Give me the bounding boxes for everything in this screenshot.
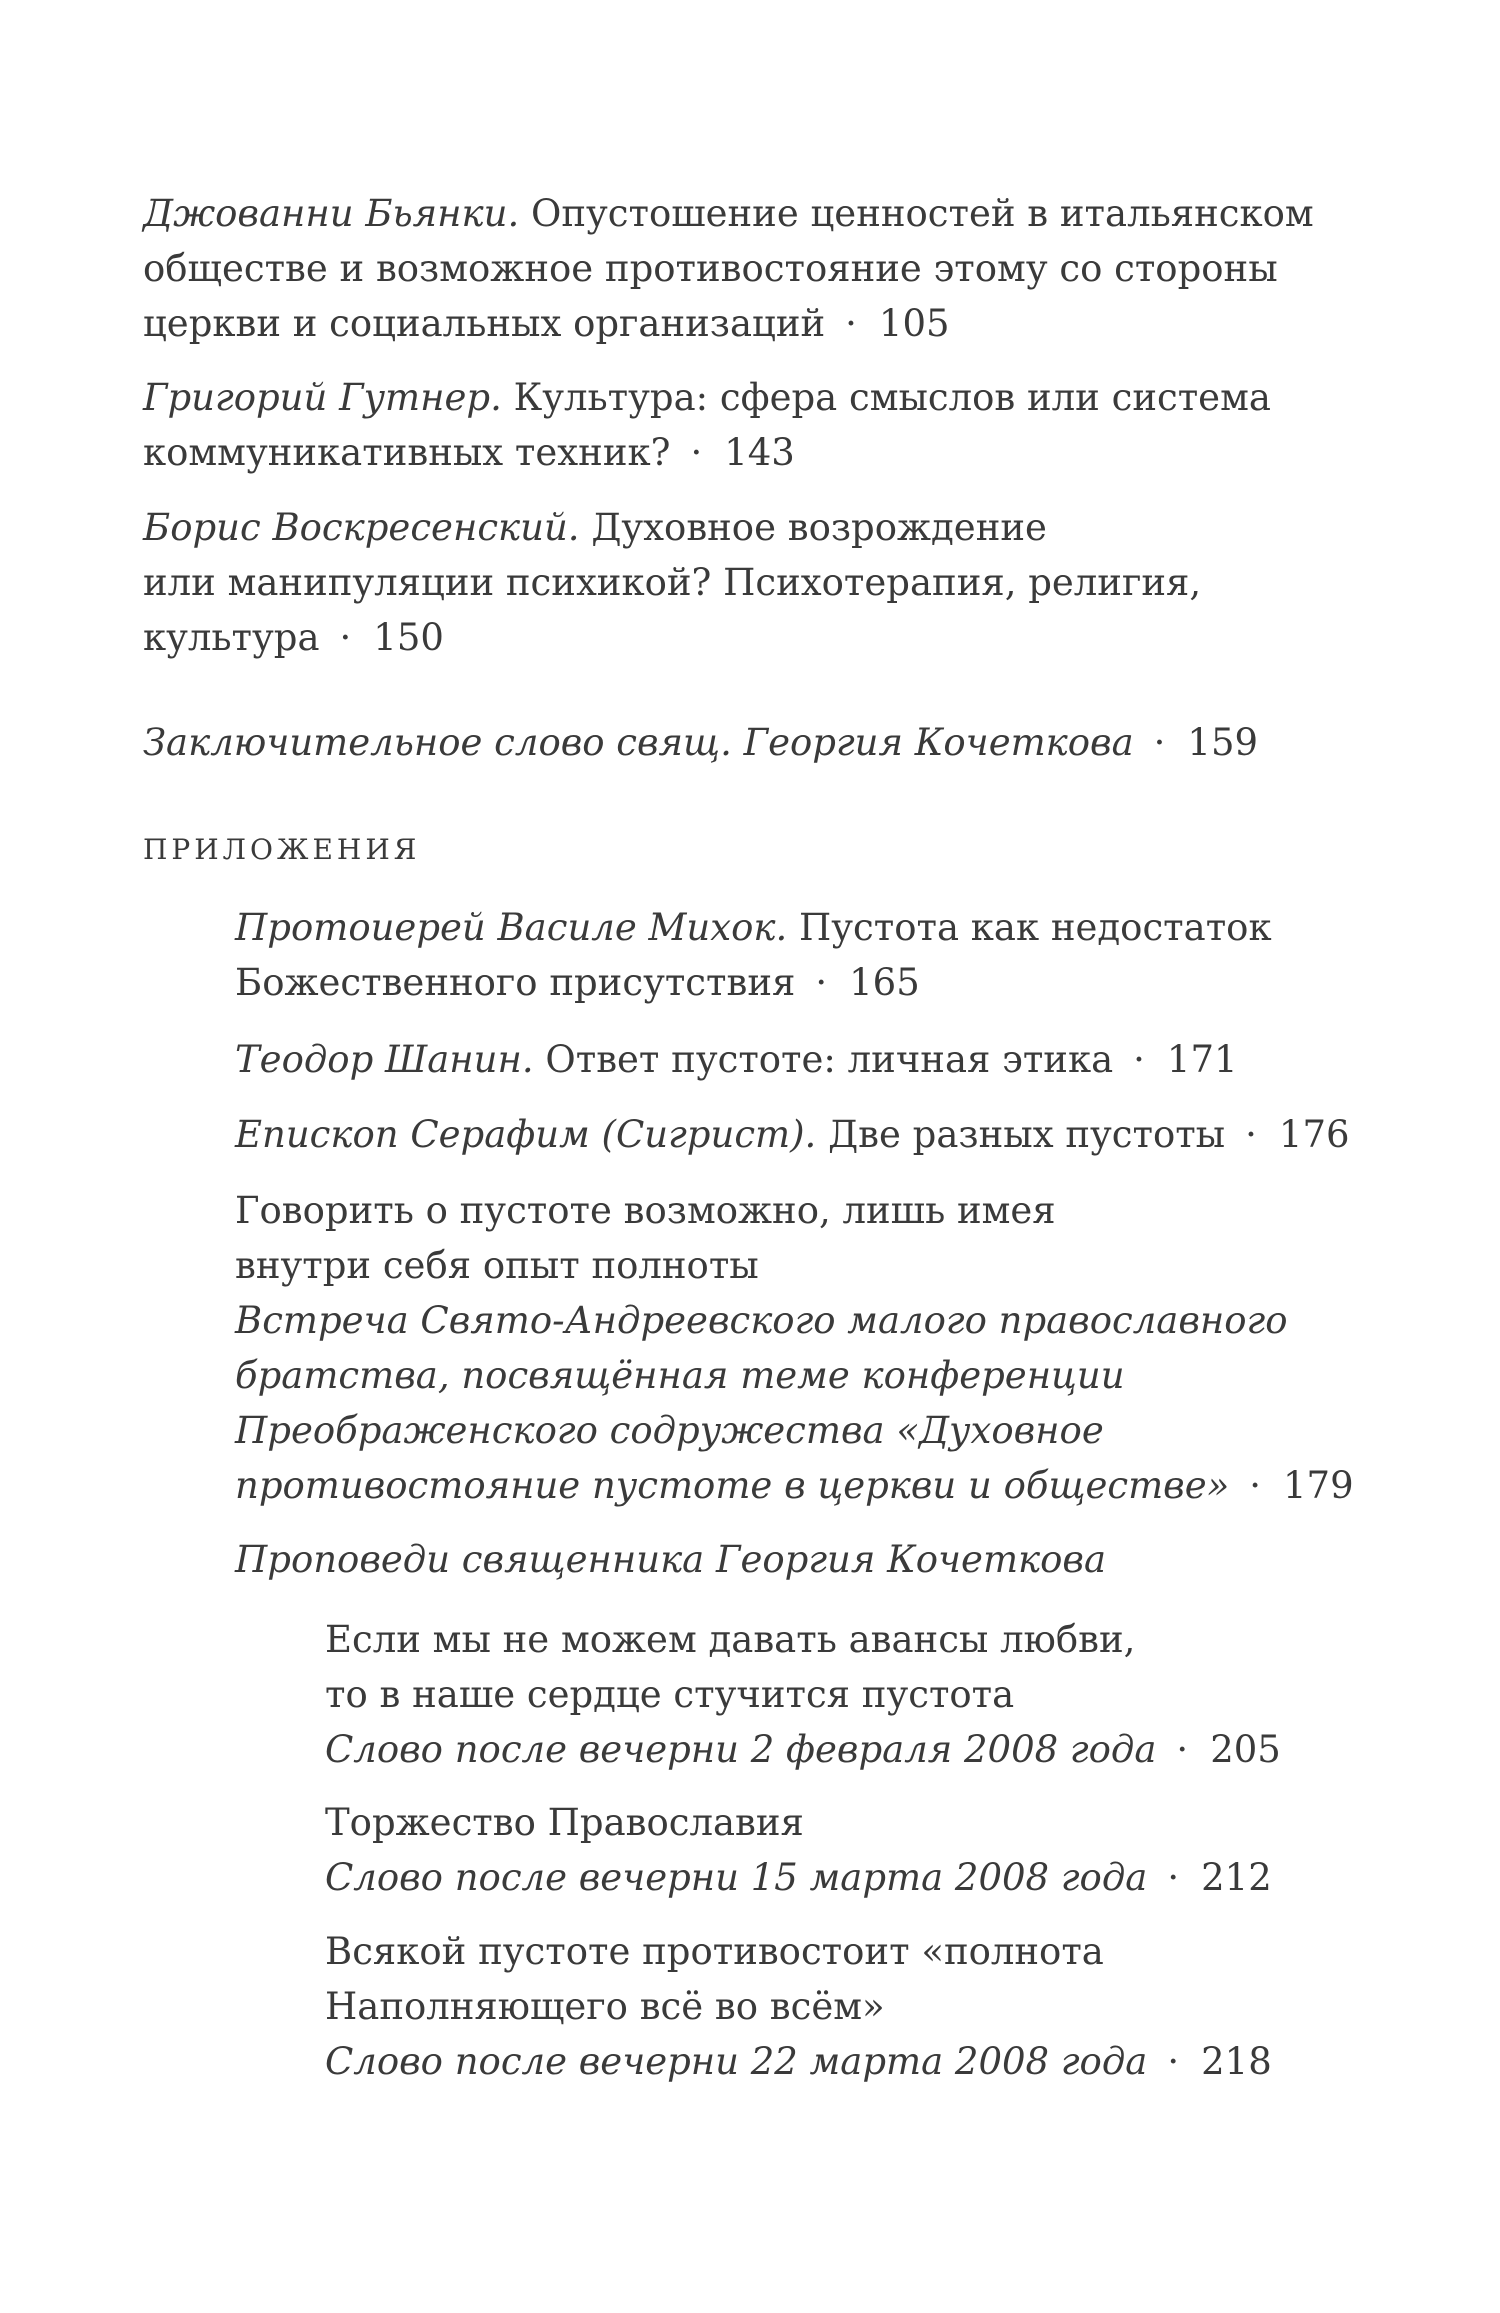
- separator-dot: ·: [815, 961, 828, 1004]
- separator-dot: ·: [1245, 1113, 1257, 1156]
- page-number: 165: [849, 961, 920, 1004]
- entry-title: Говорить о пустоте возможно, лишь имея: [235, 1189, 1056, 1232]
- entry-author: Борис Воскресенский.: [143, 506, 580, 549]
- page-number: 105: [878, 302, 950, 345]
- entry-subtitle: Слово после вечерни 15 марта 2008 года: [325, 1856, 1148, 1899]
- toc-entry-line: [235, 955, 1272, 1010]
- page-number: 179: [1283, 1464, 1354, 1507]
- entry-title: Пустота как недостаток: [787, 906, 1272, 949]
- page-number: 212: [1201, 1856, 1272, 1899]
- entry-title: Духовное возрождение: [579, 506, 1047, 549]
- section-heading-appendix: ПРИЛОЖЕНИЯ: [143, 833, 421, 866]
- entry-title: Божественного присутствия: [235, 961, 796, 1004]
- entry-title: или манипуляции психикой? Психотерапия, религия,: [143, 561, 1202, 604]
- toc-entry-line: [235, 1032, 1238, 1087]
- toc-entry-line: [235, 1458, 1354, 1513]
- toc-entry: [325, 1795, 1272, 1905]
- entry-title: Две разных пустоты: [816, 1113, 1226, 1156]
- entry-title: Если мы не можем давать авансы любви,: [325, 1618, 1136, 1661]
- entry-title: Опустошение ценностей в итальянском: [519, 192, 1314, 235]
- toc-entry-line: [143, 296, 1314, 351]
- entry-subtitle: Встреча Свято-Андреевского малого православного: [235, 1299, 1288, 1342]
- separator-dot: ·: [1249, 1464, 1262, 1507]
- toc-entry: [235, 900, 1272, 1010]
- page-number: 171: [1166, 1038, 1238, 1081]
- page-number: 143: [724, 431, 795, 474]
- toc-entry-line: [235, 1107, 1350, 1162]
- entry-title: Всякой пустоте противостоит «полнота: [325, 1930, 1104, 1973]
- toc-entry: [235, 1532, 1106, 1587]
- page-number: 218: [1201, 2040, 1272, 2083]
- toc-entry-line: [235, 900, 1272, 955]
- entry-title: то в наше сердце стучится пустота: [325, 1673, 1015, 1716]
- entry-title: культура: [143, 616, 320, 659]
- separator-dot: ·: [1167, 2040, 1180, 2083]
- toc-entry: [235, 1107, 1350, 1162]
- toc-entry-line: [143, 370, 1271, 425]
- entry-author: Епископ Серафим (Сигрист).: [235, 1113, 817, 1156]
- toc-entry-line: [325, 1850, 1272, 1905]
- entry-title: Культура: сфера смыслов или система: [501, 376, 1271, 419]
- toc-entry-line: [143, 425, 1271, 480]
- toc-entry-line: [325, 1722, 1281, 1777]
- entry-author: Джованни Бьянки.: [143, 192, 520, 235]
- toc-entry: [143, 715, 1258, 770]
- page-number: 205: [1210, 1728, 1281, 1771]
- entry-title: внутри себя опыт полноты: [235, 1244, 759, 1287]
- entry-title: Ответ пустоте: личная этика: [533, 1038, 1114, 1081]
- sermons-heading: Проповеди священника Георгия Кочеткова: [235, 1538, 1106, 1581]
- toc-entry: [325, 1612, 1281, 1777]
- entry-subtitle: противостояние пустоте в церкви и обществе»: [235, 1464, 1230, 1507]
- page-number: 176: [1278, 1113, 1350, 1156]
- toc-entry: [143, 370, 1271, 480]
- separator-dot: ·: [339, 616, 352, 659]
- separator-dot: ·: [1167, 1856, 1180, 1899]
- separator-dot: ·: [690, 431, 703, 474]
- toc-entry: [235, 1183, 1354, 1513]
- entry-title: коммуникативных техник?: [143, 431, 671, 474]
- entry-author: Теодор Шанин.: [235, 1038, 534, 1081]
- entry-title: Заключительное слово свящ. Георгия Кочеткова: [143, 721, 1134, 764]
- separator-dot: ·: [1153, 721, 1166, 764]
- page-number: 159: [1187, 721, 1259, 764]
- toc-entry: [143, 186, 1314, 351]
- separator-dot: ·: [1176, 1728, 1189, 1771]
- toc-entry: [235, 1032, 1238, 1087]
- entry-subtitle: Слово после вечерни 22 марта 2008 года: [325, 2040, 1148, 2083]
- toc-entry-line: [143, 186, 1314, 241]
- entry-author: Григорий Гутнер.: [143, 376, 502, 419]
- toc-entry-line: [325, 2034, 1272, 2089]
- entry-subtitle: братства, посвящённая теме конференции: [235, 1354, 1125, 1397]
- entry-title: церкви и социальных организаций: [143, 302, 826, 345]
- toc-entry-line: [143, 715, 1258, 770]
- toc-entry: [143, 500, 1201, 665]
- entry-title: обществе и возможное противостояние этому со стороны: [143, 247, 1278, 290]
- separator-dot: ·: [845, 302, 857, 345]
- toc-entry: [325, 1924, 1272, 2089]
- page-number: 150: [373, 616, 444, 659]
- toc-entry-line: [143, 500, 1201, 555]
- entry-subtitle: Слово после вечерни 2 февраля 2008 года: [325, 1728, 1157, 1771]
- entry-title: Наполняющего всё во всём»: [325, 1985, 885, 2028]
- entry-author: Протоиерей Василе Михок.: [235, 906, 788, 949]
- separator-dot: ·: [1133, 1038, 1145, 1081]
- toc-entry-line: [143, 610, 1201, 665]
- entry-title: Торжество Православия: [325, 1801, 804, 1844]
- entry-subtitle: Преображенского содружества «Духовное: [235, 1409, 1104, 1452]
